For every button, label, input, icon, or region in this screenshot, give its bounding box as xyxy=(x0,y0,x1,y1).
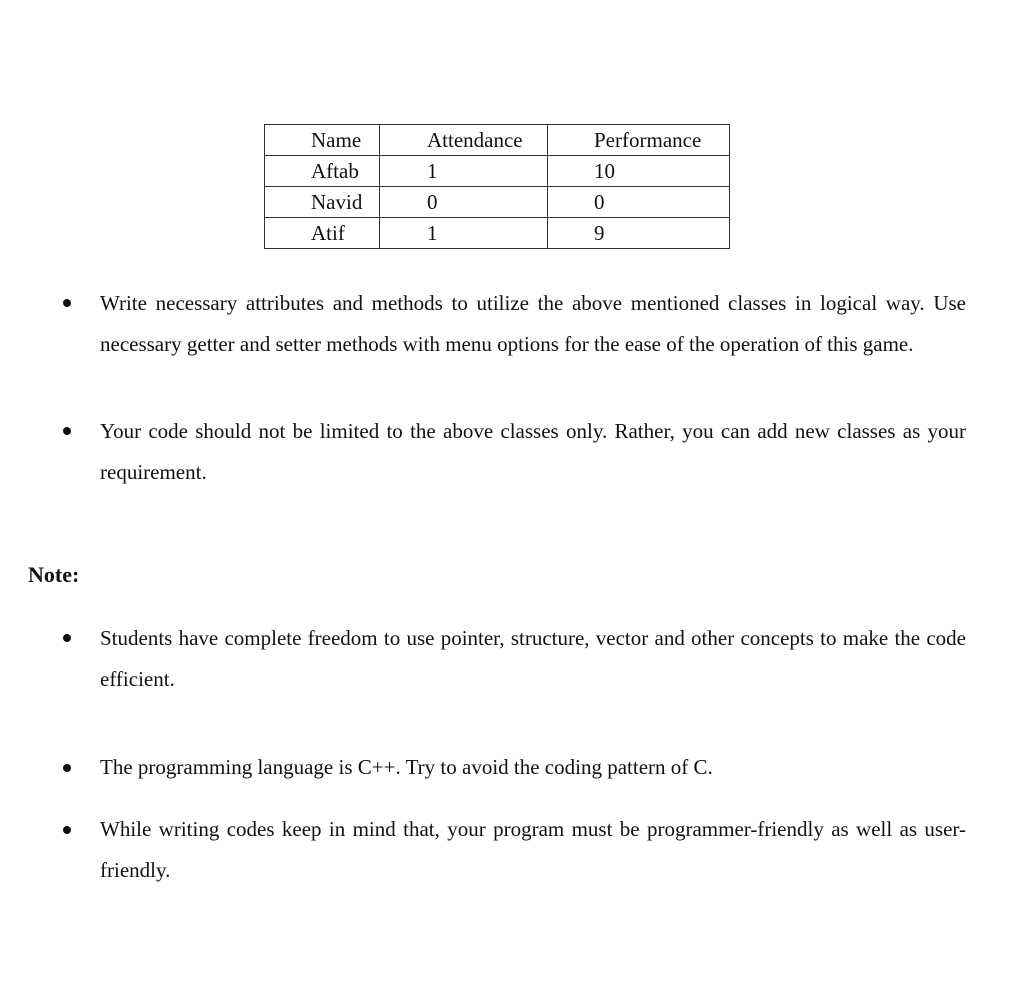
table-header-row xyxy=(265,125,730,156)
table-cell-attendance: 0 xyxy=(380,187,548,218)
bullet-text: Your code should not be limited to the above classes only. Rather, you can add new classes as your requirement. xyxy=(100,419,966,484)
student-table xyxy=(264,124,730,249)
bullet-text: Students have complete freedom to use pointer, structure, vector and other concepts to make the code efficient. xyxy=(100,626,966,691)
table-row xyxy=(265,187,730,218)
table-cell-name: Atif xyxy=(265,218,380,249)
note-heading: Note: xyxy=(28,562,80,587)
table-header-performance: Performance xyxy=(548,125,730,156)
bullet-icon xyxy=(63,427,71,435)
table-cell-performance: 9 xyxy=(548,218,730,249)
bullet-icon xyxy=(63,764,71,772)
bullet-text: The programming language is C++. Try to avoid the coding pattern of C. xyxy=(100,755,713,779)
bullet-icon xyxy=(63,826,71,834)
table-header-attendance: Attendance xyxy=(380,125,548,156)
bullet-text: Write necessary attributes and methods to utilize the above mentioned classes in logical way. Use necessary getter and setter methods with menu options for the ease of the operation of this game. xyxy=(100,291,966,356)
bullet-text: While writing codes keep in mind that, your program must be programmer-friendly as well as user-friendly. xyxy=(100,817,966,882)
table-cell-name: Aftab xyxy=(265,156,380,187)
table-header-name: Name xyxy=(265,125,380,156)
table-cell-attendance: 1 xyxy=(380,156,548,187)
table-cell-performance: 10 xyxy=(548,156,730,187)
table-row xyxy=(265,218,730,249)
table-cell-performance: 0 xyxy=(548,187,730,218)
table-cell-attendance: 1 xyxy=(380,218,548,249)
table-row xyxy=(265,156,730,187)
table-cell-name: Navid xyxy=(265,187,380,218)
bullet-icon xyxy=(63,634,71,642)
bullet-icon xyxy=(63,299,71,307)
